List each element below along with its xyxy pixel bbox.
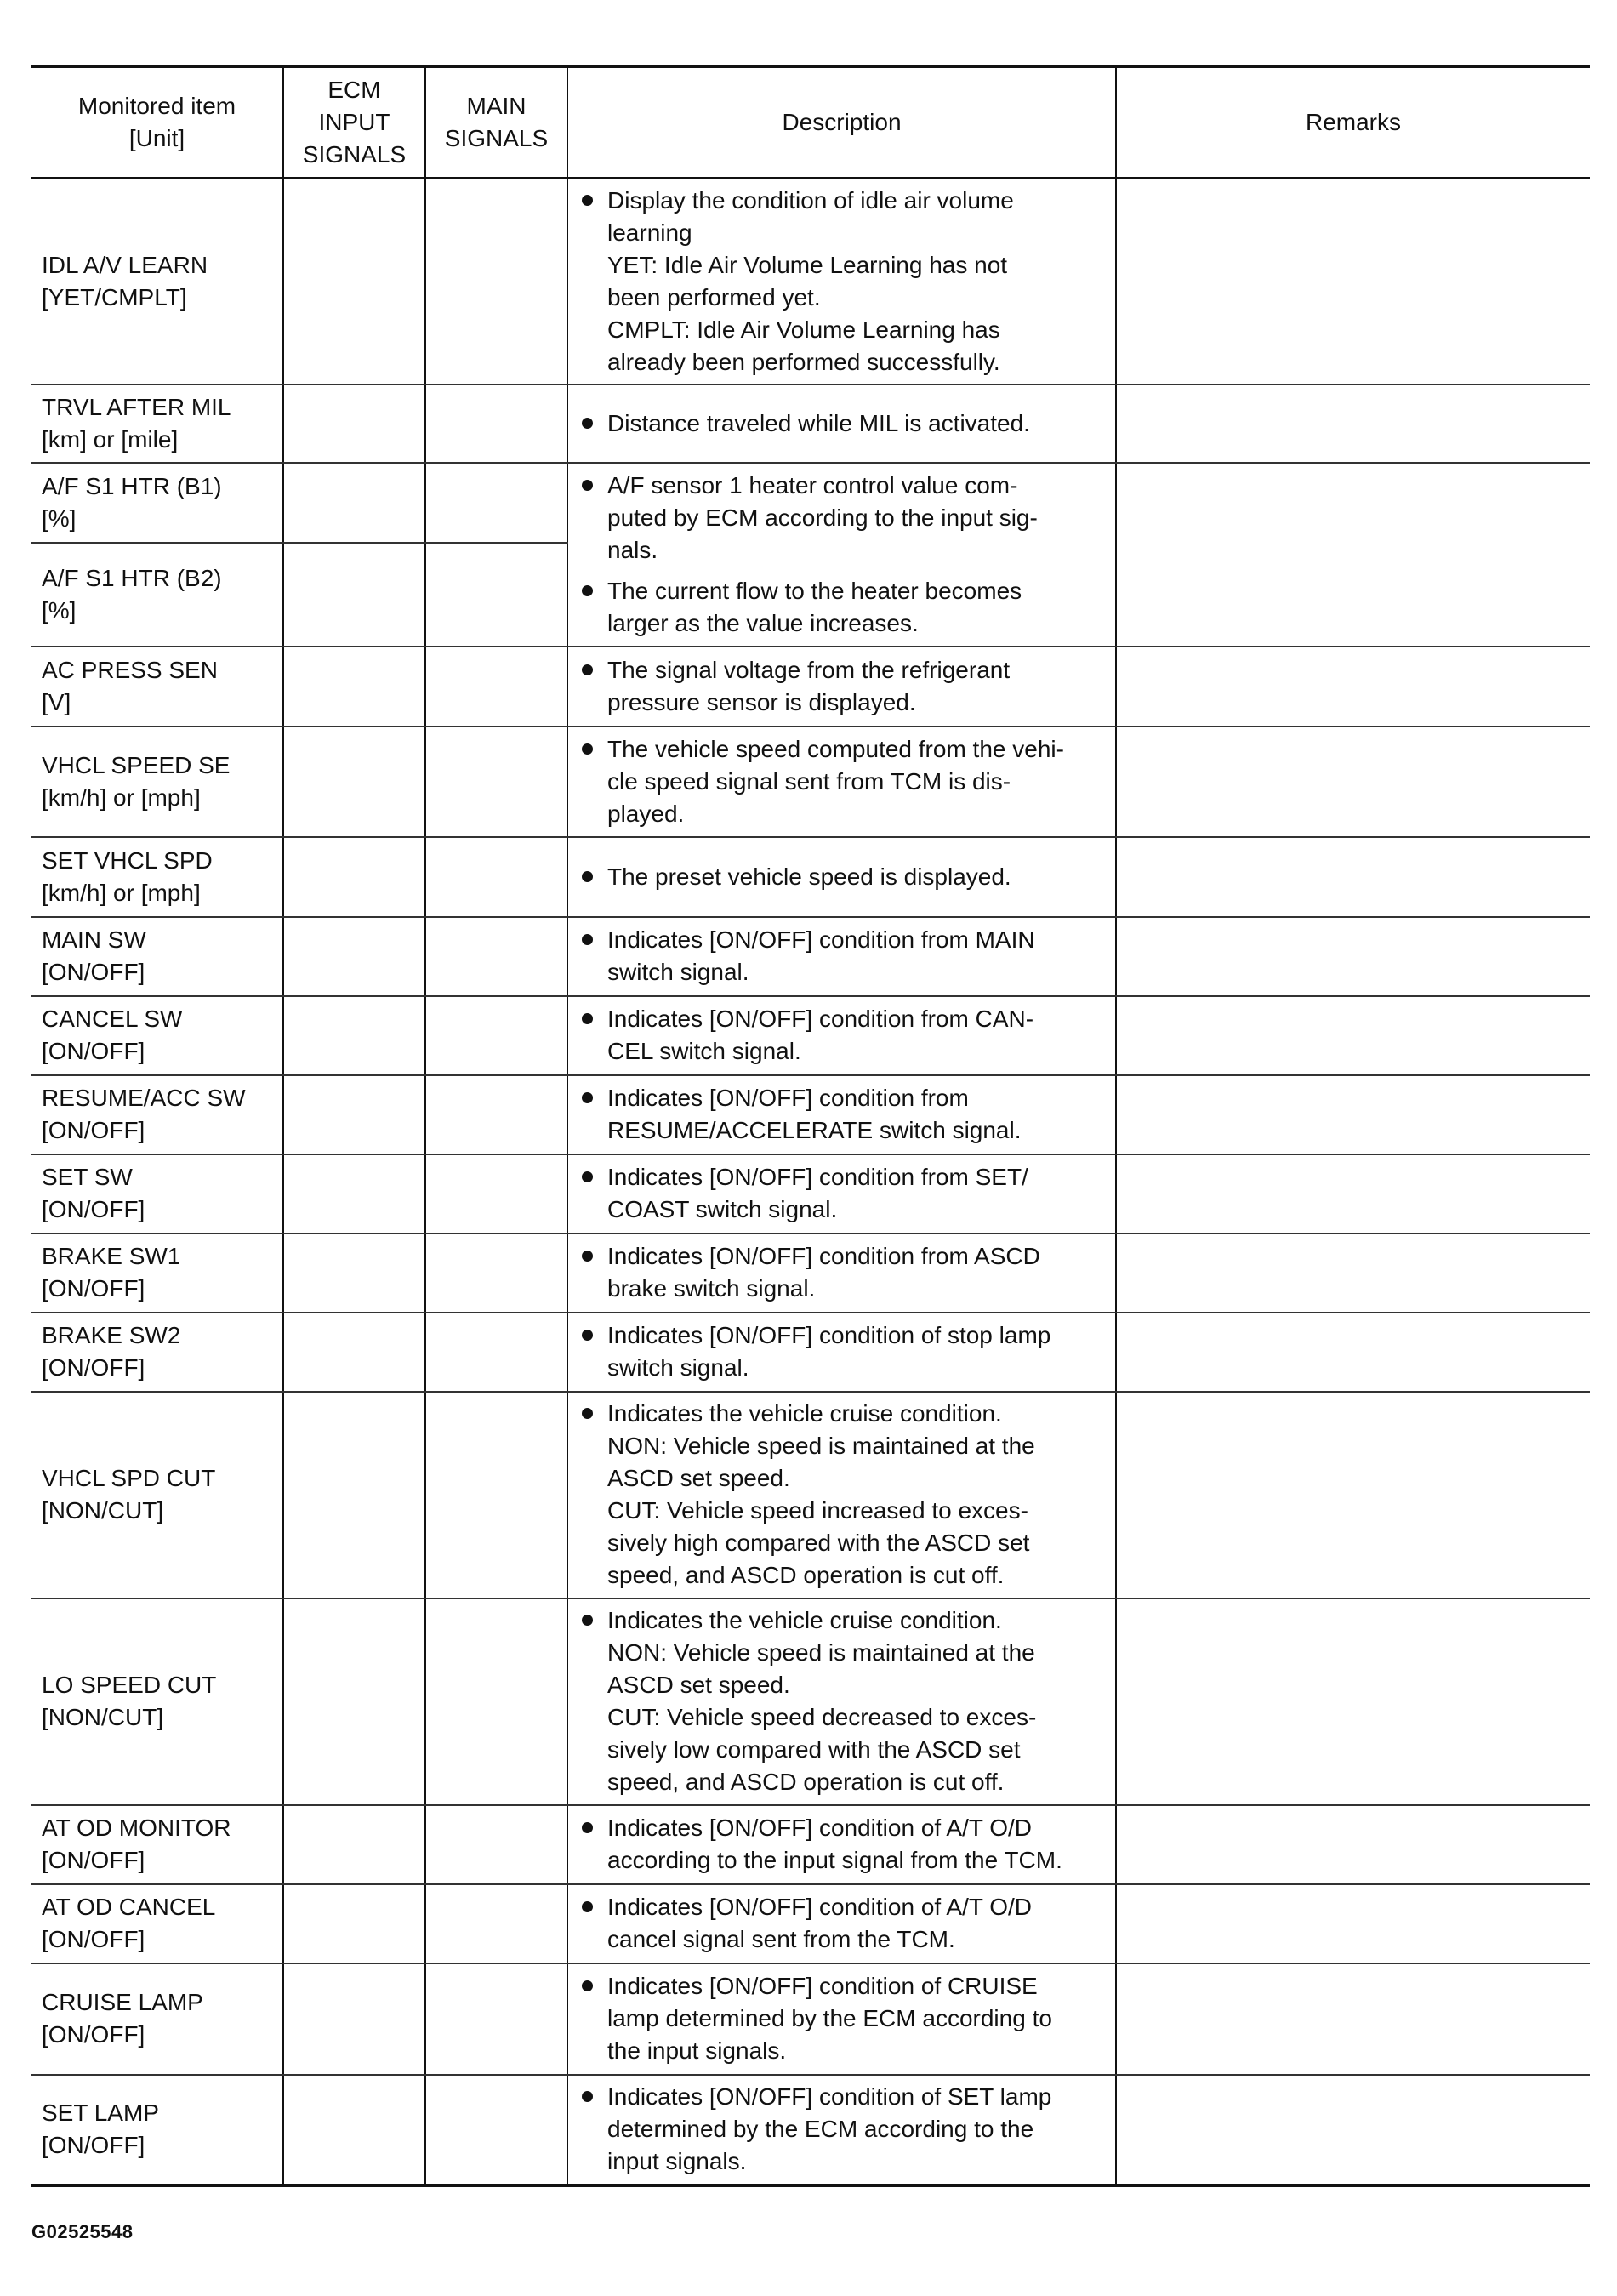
ecm-input-signal-cell — [283, 2075, 425, 2185]
remarks-cell — [1116, 1313, 1590, 1392]
ecm-input-signal-cell — [283, 1884, 425, 1963]
description-line: sively low compared with the ASCD set — [607, 1736, 1021, 1763]
description-bullet — [578, 575, 1105, 640]
ecm-input-signal-cell — [283, 1075, 425, 1154]
main-signal-cell — [425, 1154, 567, 1233]
header-line: INPUT — [318, 109, 390, 135]
header-monitored-item — [31, 66, 283, 179]
item-unit: [%] — [42, 596, 77, 624]
table-body — [31, 179, 1590, 2185]
monitored-item-cell — [31, 1805, 283, 1884]
item-unit: [ON/OFF] — [42, 959, 145, 985]
description-line: according to the input signal from the TCM. — [607, 1847, 1062, 1873]
header-line: MAIN — [466, 93, 527, 119]
bullet-dot-icon — [582, 743, 593, 755]
remarks-cell — [1116, 1884, 1590, 1963]
description-line: CMPLT: Idle Air Volume Learning has — [607, 316, 1000, 343]
header-description — [567, 66, 1116, 179]
item-unit: [ON/OFF] — [42, 1926, 145, 1952]
monitored-item-cell — [31, 1598, 283, 1805]
main-signal-cell — [425, 1598, 567, 1805]
remarks-cell — [1116, 1805, 1590, 1884]
description-line: CEL switch signal. — [607, 1038, 801, 1064]
description-bullet — [578, 1319, 1105, 1384]
table-row — [31, 996, 1590, 1075]
main-signal-cell — [425, 385, 567, 463]
header-ecm-input-signals — [283, 66, 425, 179]
description-line: pressure sensor is displayed. — [607, 688, 916, 715]
description-cell — [567, 385, 1116, 463]
description-line: RESUME/ACCELERATE switch signal. — [607, 1117, 1022, 1143]
bullet-dot-icon — [582, 664, 593, 675]
remarks-cell — [1116, 1598, 1590, 1805]
remarks-cell — [1116, 1963, 1590, 2075]
remarks-cell — [1116, 837, 1590, 917]
monitored-item-cell — [31, 837, 283, 917]
item-unit: [NON/CUT] — [42, 1704, 164, 1730]
main-signal-cell — [425, 1075, 567, 1154]
description-list — [578, 407, 1105, 440]
description-list — [578, 924, 1105, 988]
description-cell — [567, 1233, 1116, 1313]
item-name: SET LAMP — [42, 2099, 159, 2126]
main-signal-cell — [425, 837, 567, 917]
description-line: puted by ECM according to the input sig- — [607, 504, 1038, 531]
description-line: ASCD set speed. — [607, 1672, 790, 1698]
description-cell — [567, 179, 1116, 385]
monitored-item-cell — [31, 917, 283, 996]
description-line: already been performed successfully. — [607, 348, 1000, 375]
header-row — [31, 66, 1590, 179]
bullet-dot-icon — [582, 1330, 593, 1341]
item-unit: [km/h] or [mph] — [42, 879, 201, 906]
description-line: input signals. — [607, 2148, 747, 2174]
remarks-cell — [1116, 385, 1590, 463]
ecm-input-signal-cell — [283, 837, 425, 917]
description-line: Indicates the vehicle cruise condition. — [607, 1607, 1002, 1633]
description-line: Indicates [ON/OFF] condition of A/T O/D — [607, 1894, 1033, 1920]
description-cell — [567, 917, 1116, 996]
description-bullet — [578, 1812, 1105, 1877]
description-list — [578, 1812, 1105, 1877]
ecm-input-signal-cell — [283, 385, 425, 463]
description-line: Indicates [ON/OFF] condition from ASCD — [607, 1243, 1040, 1269]
ecm-input-signal-cell — [283, 1598, 425, 1805]
main-signal-cell — [425, 996, 567, 1075]
description-line: Indicates the vehicle cruise condition. — [607, 1400, 1002, 1427]
description-line: switch signal. — [607, 959, 749, 985]
item-unit: [km] or [mile] — [42, 425, 179, 453]
description-line: A/F sensor 1 heater control value com- — [607, 471, 1018, 499]
bullet-dot-icon — [582, 195, 593, 206]
header-remarks — [1116, 66, 1590, 179]
table-header — [31, 66, 1590, 179]
header-line: ECM — [327, 77, 381, 103]
item-name: CRUISE LAMP — [42, 1989, 203, 2015]
monitored-item-cell — [31, 2075, 283, 2185]
ecm-input-signal-cell — [283, 1963, 425, 2075]
remarks-cell — [1116, 1154, 1590, 1233]
item-name: AT OD MONITOR — [42, 1815, 231, 1841]
table-row — [31, 917, 1590, 996]
remarks-cell — [1116, 1075, 1590, 1154]
monitored-item-cell — [31, 463, 283, 543]
description-list — [578, 1161, 1105, 1226]
description-line: Indicates [ON/OFF] condition from SET/ — [607, 1164, 1028, 1190]
description-list — [578, 733, 1105, 830]
item-name: MAIN SW — [42, 926, 146, 953]
description-bullet — [578, 2081, 1105, 2178]
header-line: Monitored item — [77, 93, 236, 119]
description-bullet — [578, 1604, 1105, 1798]
item-unit: [km/h] or [mph] — [42, 783, 201, 811]
table-row — [31, 1075, 1590, 1154]
description-line: speed, and ASCD operation is cut off. — [607, 1769, 1005, 1795]
bullet-dot-icon — [582, 1822, 593, 1833]
bullet-dot-icon — [582, 1092, 593, 1103]
description-list — [578, 185, 1105, 379]
monitored-item-cell — [31, 1884, 283, 1963]
description-bullet — [578, 654, 1105, 719]
item-name: BRAKE SW2 — [42, 1322, 181, 1348]
header-line: Remarks — [1305, 109, 1401, 135]
main-signal-cell — [425, 917, 567, 996]
item-name: AC PRESS SEN — [42, 656, 218, 683]
table-row — [31, 1154, 1590, 1233]
monitored-item-cell — [31, 1233, 283, 1313]
ecm-input-signal-cell — [283, 1392, 425, 1598]
bullet-dot-icon — [582, 934, 593, 945]
ecm-input-signal-cell — [283, 726, 425, 837]
description-list — [578, 1319, 1105, 1384]
table-row — [31, 1233, 1590, 1313]
bullet-dot-icon — [582, 871, 593, 882]
description-bullet — [578, 924, 1105, 988]
description-cell — [567, 1075, 1116, 1154]
main-signal-cell — [425, 726, 567, 837]
remarks-cell — [1116, 1392, 1590, 1598]
description-line: learning — [607, 219, 692, 246]
description-list — [578, 1082, 1105, 1147]
ecm-input-signal-cell — [283, 1313, 425, 1392]
monitored-item-cell — [31, 179, 283, 385]
monitored-item-cell — [31, 726, 283, 837]
description-bullet — [578, 1082, 1105, 1147]
description-line: brake switch signal. — [607, 1275, 816, 1302]
table-row — [31, 463, 1590, 543]
description-line: The current flow to the heater becomes — [607, 577, 1022, 604]
bullet-dot-icon — [582, 1408, 593, 1419]
table-row — [31, 1392, 1590, 1598]
description-cell — [567, 1963, 1116, 2075]
description-list — [578, 1398, 1105, 1592]
description-bullet — [578, 861, 1105, 893]
description-cell — [567, 1392, 1116, 1598]
ecm-input-signal-cell — [283, 996, 425, 1075]
description-cell — [567, 2075, 1116, 2185]
description-cell — [567, 1598, 1116, 1805]
bullet-dot-icon — [582, 1615, 593, 1626]
ecm-input-signal-cell — [283, 179, 425, 385]
description-line: Indicates [ON/OFF] condition of SET lamp — [607, 2083, 1052, 2110]
description-cell — [567, 837, 1116, 917]
description-cell — [567, 726, 1116, 837]
header-line: Description — [782, 109, 902, 135]
ecm-input-signal-cell — [283, 1805, 425, 1884]
description-line: switch signal. — [607, 1354, 749, 1381]
remarks-cell — [1116, 2075, 1590, 2185]
table-row — [31, 1884, 1590, 1963]
description-line: The signal voltage from the refrigerant — [607, 656, 1011, 683]
description-bullet — [578, 1240, 1105, 1305]
item-name: A/F S1 HTR (B1) — [42, 472, 222, 499]
description-line: cle speed signal sent from TCM is dis- — [607, 767, 1011, 795]
description-line: Indicates [ON/OFF] condition from CAN- — [607, 1006, 1034, 1032]
description-line: ASCD set speed. — [607, 1465, 790, 1491]
item-name: RESUME/ACC SW — [42, 1085, 246, 1111]
header-line: SIGNALS — [302, 141, 407, 168]
item-unit: [ON/OFF] — [42, 2021, 145, 2048]
monitored-item-cell — [31, 543, 283, 647]
description-list — [578, 1604, 1105, 1798]
monitored-item-cell — [31, 1392, 283, 1598]
remarks-cell — [1116, 463, 1590, 647]
remarks-cell — [1116, 647, 1590, 726]
main-signal-cell — [425, 1884, 567, 1963]
description-list — [578, 654, 1105, 719]
description-line: The vehicle speed computed from the vehi- — [607, 735, 1064, 762]
ecm-input-signal-cell — [283, 463, 425, 543]
description-bullet — [578, 470, 1105, 567]
description-cell — [567, 1313, 1116, 1392]
item-unit: [ON/OFF] — [42, 1847, 145, 1873]
description-line: Indicates [ON/OFF] condition of stop lamp — [607, 1322, 1051, 1348]
description-cell — [567, 463, 1116, 647]
description-line: CUT: Vehicle speed increased to exces- — [607, 1497, 1028, 1524]
item-name: SET SW — [42, 1164, 133, 1190]
description-line: determined by the ECM according to the — [607, 2116, 1034, 2142]
table-row — [31, 1805, 1590, 1884]
header-line: [Unit] — [128, 125, 185, 151]
ecm-input-signal-cell — [283, 647, 425, 726]
main-signal-cell — [425, 1392, 567, 1598]
table-row — [31, 1313, 1590, 1392]
description-line: Indicates [ON/OFF] condition from MAIN — [607, 926, 1035, 953]
ecm-input-signal-cell — [283, 1233, 425, 1313]
main-signal-cell — [425, 1313, 567, 1392]
item-name: TRVL AFTER MIL — [42, 393, 231, 420]
description-line: nals. — [607, 536, 658, 563]
description-line: CUT: Vehicle speed decreased to exces- — [607, 1704, 1037, 1730]
description-line: The preset vehicle speed is displayed. — [607, 863, 1011, 890]
description-cell — [567, 647, 1116, 726]
description-line: Indicates [ON/OFF] condition of A/T O/D — [607, 1815, 1033, 1841]
description-list — [578, 1240, 1105, 1305]
description-cell — [567, 1154, 1116, 1233]
description-line: larger as the value increases. — [607, 609, 919, 636]
main-signal-cell — [425, 1233, 567, 1313]
description-list — [578, 1891, 1105, 1956]
description-cell — [567, 996, 1116, 1075]
monitor-items-table — [31, 65, 1590, 2187]
bullet-dot-icon — [582, 1013, 593, 1024]
description-line: cancel signal sent from the TCM. — [607, 1926, 955, 1952]
table-row — [31, 1963, 1590, 2075]
description-list — [578, 1970, 1105, 2067]
table-row — [31, 179, 1590, 385]
description-bullet — [578, 733, 1105, 830]
monitored-item-cell — [31, 1075, 283, 1154]
item-name: CANCEL SW — [42, 1006, 183, 1032]
item-unit: [ON/OFF] — [42, 1196, 145, 1222]
item-unit: [ON/OFF] — [42, 1117, 145, 1143]
main-signal-cell — [425, 463, 567, 543]
monitored-item-cell — [31, 996, 283, 1075]
description-bullet — [578, 1970, 1105, 2067]
description-line: Indicates [ON/OFF] condition from — [607, 1085, 969, 1111]
description-list — [578, 470, 1105, 640]
description-bullet — [578, 1161, 1105, 1226]
item-unit: [ON/OFF] — [42, 2132, 145, 2158]
monitored-item-cell — [31, 385, 283, 463]
header-main-signals — [425, 66, 567, 179]
monitored-item-cell — [31, 1313, 283, 1392]
item-unit: [ON/OFF] — [42, 1275, 145, 1302]
bullet-dot-icon — [582, 480, 593, 491]
description-line: the input signals. — [607, 2037, 787, 2064]
item-name: VHCL SPEED SE — [42, 751, 231, 778]
description-cell — [567, 1884, 1116, 1963]
remarks-cell — [1116, 917, 1590, 996]
table-row — [31, 2075, 1590, 2185]
description-line: Indicates [ON/OFF] condition of CRUISE — [607, 1973, 1038, 1999]
description-line: YET: Idle Air Volume Learning has not — [607, 251, 1008, 278]
description-line: sively high compared with the ASCD set — [607, 1530, 1030, 1556]
description-line: NON: Vehicle speed is maintained at the — [607, 1639, 1035, 1666]
monitored-item-cell — [31, 1963, 283, 2075]
ecm-input-signal-cell — [283, 543, 425, 647]
item-unit: [V] — [42, 688, 71, 715]
item-name: LO SPEED CUT — [42, 1672, 217, 1698]
description-line: played. — [607, 800, 685, 827]
bullet-dot-icon — [582, 2091, 593, 2102]
main-signal-cell — [425, 2075, 567, 2185]
header-line: SIGNALS — [444, 125, 549, 151]
main-signal-cell — [425, 543, 567, 647]
item-name: BRAKE SW1 — [42, 1243, 181, 1269]
bullet-dot-icon — [582, 1901, 593, 1912]
item-unit: [ON/OFF] — [42, 1354, 145, 1381]
description-list — [578, 861, 1105, 893]
bullet-dot-icon — [582, 585, 593, 596]
description-bullet — [578, 407, 1105, 440]
description-list — [578, 2081, 1105, 2178]
item-name: SET VHCL SPD — [42, 846, 213, 874]
item-unit: [ON/OFF] — [42, 1038, 145, 1064]
description-line: NON: Vehicle speed is maintained at the — [607, 1433, 1035, 1459]
bullet-dot-icon — [582, 418, 593, 429]
table-row — [31, 647, 1590, 726]
main-signal-cell — [425, 647, 567, 726]
item-unit: [NON/CUT] — [42, 1497, 164, 1524]
description-line: COAST switch signal. — [607, 1196, 838, 1222]
ecm-input-signal-cell — [283, 1154, 425, 1233]
item-unit: [YET/CMPLT] — [42, 283, 187, 311]
remarks-cell — [1116, 1233, 1590, 1313]
description-cell — [567, 1805, 1116, 1884]
main-signal-cell — [425, 1963, 567, 2075]
description-line: been performed yet. — [607, 283, 821, 311]
bullet-dot-icon — [582, 1171, 593, 1182]
bullet-dot-icon — [582, 1980, 593, 1991]
monitored-item-cell — [31, 647, 283, 726]
description-line: Distance traveled while MIL is activated. — [607, 409, 1030, 436]
description-list — [578, 1003, 1105, 1068]
item-name: IDL A/V LEARN — [42, 251, 208, 278]
item-name: VHCL SPD CUT — [42, 1465, 216, 1491]
table-row — [31, 837, 1590, 917]
ecm-input-signal-cell — [283, 917, 425, 996]
description-line: speed, and ASCD operation is cut off. — [607, 1562, 1005, 1588]
description-line: Display the condition of idle air volume — [607, 186, 1014, 214]
description-bullet — [578, 1891, 1105, 1956]
table-row — [31, 385, 1590, 463]
description-bullet — [578, 1398, 1105, 1592]
description-bullet — [578, 1003, 1105, 1068]
item-name: A/F S1 HTR (B2) — [42, 564, 222, 591]
item-unit: [%] — [42, 504, 77, 532]
table-row — [31, 1598, 1590, 1805]
main-signal-cell — [425, 179, 567, 385]
figure-id: G02525548 — [31, 2221, 134, 2242]
remarks-cell — [1116, 726, 1590, 837]
description-bullet — [578, 185, 1105, 379]
remarks-cell — [1116, 179, 1590, 385]
item-name: AT OD CANCEL — [42, 1894, 216, 1920]
table-row — [31, 726, 1590, 837]
main-signal-cell — [425, 1805, 567, 1884]
monitored-item-cell — [31, 1154, 283, 1233]
remarks-cell — [1116, 996, 1590, 1075]
description-line: lamp determined by the ECM according to — [607, 2005, 1052, 2031]
bullet-dot-icon — [582, 1251, 593, 1262]
